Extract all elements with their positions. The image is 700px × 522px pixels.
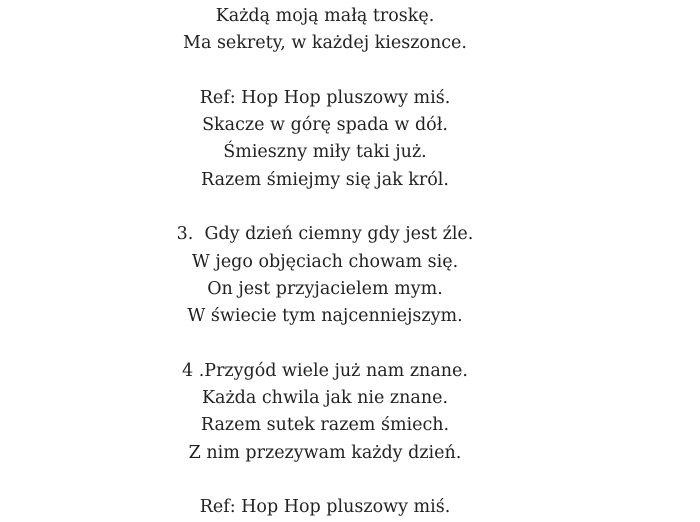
- stanza-break: [0, 331, 650, 358]
- stanza-break: [0, 467, 650, 494]
- lyric-line: W jego objęciach chowam się.: [191, 251, 459, 272]
- lyric-line: On jest przyjacielem mym.: [207, 278, 443, 299]
- lyric-line: W świecie tym najcenniejszym.: [187, 306, 463, 327]
- lyric-line: 4 .Przygód wiele już nam znane.: [182, 360, 468, 381]
- lyric-line: Ref: Hop Hop pluszowy miś.: [199, 497, 451, 518]
- song-lyrics: [0, 3, 650, 522]
- lyric-line: Każda chwila jak nie znane.: [201, 388, 449, 409]
- lyric-line: Razem sutek razem śmiech.: [200, 415, 450, 436]
- lyric-line: Śmieszny miły taki już.: [223, 142, 427, 163]
- lyric-line: Razem śmiejmy się jak król.: [201, 169, 449, 190]
- lyric-line: Każdą moją małą troskę.: [215, 6, 435, 26]
- lyric-line: Z nim przezywam każdy dzień.: [188, 442, 462, 463]
- stanza-break: [0, 194, 650, 221]
- stanza-break: [0, 58, 650, 85]
- lyric-line: 3. Gdy dzień ciemny gdy jest źle.: [176, 224, 474, 245]
- lyric-line: Ma sekrety, w każdej kieszonce.: [183, 33, 467, 54]
- lyric-line: Skacze w górę spada w dół.: [202, 115, 448, 136]
- lyric-line: Ref: Hop Hop pluszowy miś.: [199, 87, 451, 108]
